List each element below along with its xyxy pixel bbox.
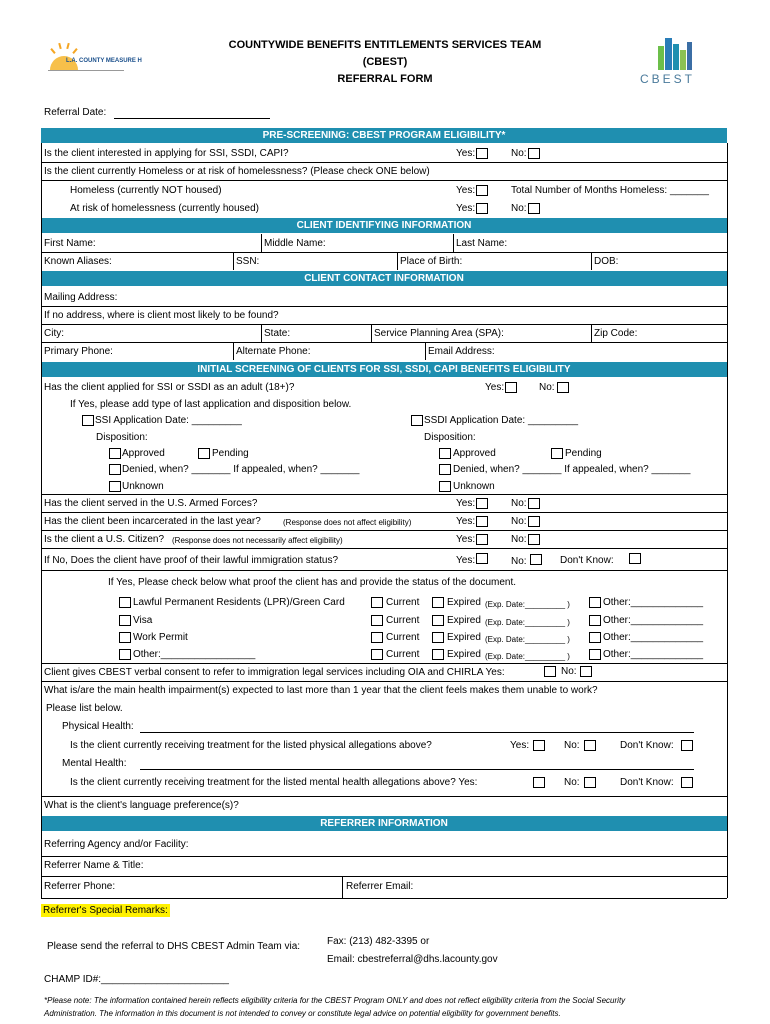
zip-code-field[interactable]: Zip Code:: [594, 328, 638, 339]
q-incarcerated-note: (Response does not affect eligibility): [283, 518, 412, 527]
visa-current-checkbox[interactable]: [371, 615, 383, 626]
ssn-field[interactable]: SSN:: [236, 256, 260, 267]
mental-dont-know-label: Don't Know:: [620, 777, 674, 788]
q-applied: Has the client applied for SSI or SSDI as an adult (18+)?: [44, 382, 295, 393]
physical-dont-know-checkbox[interactable]: [681, 740, 693, 751]
work-permit-other-checkbox[interactable]: [589, 632, 601, 643]
visa-expired-label: Expired: [447, 615, 481, 626]
pre-q-interested-yes-label: Yes:: [456, 148, 476, 159]
ssi-checkbox[interactable]: [82, 415, 94, 426]
q-proof-no-label: No:: [511, 556, 527, 567]
q-armed-yes-checkbox[interactable]: [476, 498, 488, 509]
physical-yes-checkbox[interactable]: [533, 740, 545, 751]
pre-q-interested: Is the client interested in applying for SSI, SSDI, CAPI?: [44, 148, 289, 159]
lpr-current-label: Current: [386, 597, 420, 608]
last-name-field[interactable]: Last Name:: [456, 238, 508, 249]
months-homeless-field[interactable]: Total Number of Months Homeless: _______: [511, 185, 709, 196]
ssdi-disposition-label: Disposition:: [424, 432, 476, 443]
q-applied-no-checkbox[interactable]: [557, 382, 569, 393]
at-risk-yes-checkbox[interactable]: [476, 203, 488, 214]
homeless-yes-label: Yes:: [456, 185, 476, 196]
form-title-line3: REFERRAL FORM: [337, 73, 433, 85]
q-citizen-no-checkbox[interactable]: [528, 534, 540, 545]
q-armed-no-label: No:: [511, 498, 527, 509]
ssi-unknown-label: Unknown: [122, 481, 164, 492]
first-name-field[interactable]: First Name:: [44, 238, 96, 249]
ssi-approved-label: Approved: [122, 448, 165, 459]
special-remarks-field[interactable]: Referrer's Special Remarks:: [43, 905, 168, 916]
visa-other-checkbox[interactable]: [589, 615, 601, 626]
q-citizen: Is the client a U.S. Citizen?: [44, 534, 165, 545]
referrer-email-field[interactable]: Referrer Email:: [346, 881, 414, 892]
doc-visa-label: Visa: [133, 615, 153, 626]
at-risk-label: At risk of homelessness (currently housed): [70, 203, 259, 214]
ssdi-date-field[interactable]: SSDI Application Date: _________: [424, 415, 578, 426]
other-doc-expired-label: Expired: [447, 649, 481, 660]
lpr-expired-checkbox[interactable]: [432, 597, 444, 608]
form-title-line1: COUNTYWIDE BENEFITS ENTITLEMENTS SERVICES TEAM: [228, 39, 542, 51]
q-applied-if-yes: If Yes, please add type of last application and disposition below.: [70, 399, 352, 410]
q-applied-no-label: No:: [539, 382, 555, 393]
doc-other-checkbox[interactable]: [119, 649, 131, 660]
visa-other-field[interactable]: Other:_____________: [603, 615, 704, 626]
cbest-logo: [648, 34, 708, 74]
q-proof-dont-know-checkbox[interactable]: [629, 553, 641, 564]
doc-visa-checkbox[interactable]: [119, 615, 131, 626]
dob-field[interactable]: DOB:: [594, 256, 619, 267]
doc-work-permit-label: Work Permit: [133, 632, 188, 643]
physical-health-label: Physical Health:: [62, 721, 134, 732]
q-applied-yes-checkbox[interactable]: [505, 382, 517, 393]
proof-instructions: If Yes, Please check below what proof the client has and provide the status of the document.: [108, 577, 517, 588]
ssdi-denied-checkbox[interactable]: [439, 464, 451, 475]
q-armed-no-checkbox[interactable]: [528, 498, 540, 509]
q-incarcerated-no-checkbox[interactable]: [528, 516, 540, 527]
fax-number: Fax: (213) 482-3395 or: [327, 936, 430, 947]
form-title-line2: (CBEST): [362, 56, 408, 68]
consent-no-checkbox[interactable]: [580, 666, 592, 677]
ssi-disposition-label: Disposition:: [96, 432, 148, 443]
place-of-birth-field[interactable]: Place of Birth:: [400, 256, 463, 267]
list-below-label: Please list below.: [46, 703, 123, 714]
spa-field[interactable]: Service Planning Area (SPA):: [374, 328, 504, 339]
referral-email[interactable]: Email: cbestreferral@dhs.lacounty.gov: [327, 954, 498, 965]
physical-no-checkbox[interactable]: [584, 740, 596, 751]
lpr-exp-date-field[interactable]: (Exp. Date:_________ ): [485, 600, 570, 609]
physical-health-field[interactable]: [140, 732, 694, 733]
mental-dont-know-checkbox[interactable]: [681, 777, 693, 788]
primary-phone-field[interactable]: Primary Phone:: [44, 346, 113, 357]
alternate-phone-field[interactable]: Alternate Phone:: [236, 346, 311, 357]
work-permit-current-label: Current: [386, 632, 420, 643]
state-field[interactable]: State:: [264, 328, 291, 339]
at-risk-no-checkbox[interactable]: [528, 203, 540, 214]
section-initial-screening: INITIAL SCREENING OF CLIENTS FOR SSI, SSDI, CAPI BENEFITS ELIGIBILITY: [41, 362, 727, 377]
section-pre-screening: PRE-SCREENING: CBEST PROGRAM ELIGIBILITY*: [41, 128, 727, 143]
other-doc-current-checkbox[interactable]: [371, 649, 383, 660]
q-proof-yes-checkbox[interactable]: [476, 553, 488, 564]
city-field[interactable]: City:: [44, 328, 64, 339]
doc-other-field[interactable]: Other:_________________: [133, 649, 256, 660]
q-incarcerated-yes-label: Yes:: [456, 516, 476, 527]
pre-q-interested-no-checkbox[interactable]: [528, 148, 540, 159]
language-preference-field[interactable]: What is the client's language preference(s)?: [44, 800, 239, 811]
mailing-address-field[interactable]: Mailing Address:: [44, 292, 118, 303]
mental-no-checkbox[interactable]: [584, 777, 596, 788]
q-applied-yes-label: Yes:: [485, 382, 505, 393]
q-proof: If No, Does the client have proof of their lawful immigration status?: [44, 555, 339, 566]
q-citizen-yes-label: Yes:: [456, 534, 476, 545]
ssdi-approved-checkbox[interactable]: [439, 448, 451, 459]
section-referrer: REFERRER INFORMATION: [41, 816, 727, 831]
q-armed-yes-label: Yes:: [456, 498, 476, 509]
q-incarcerated-yes-checkbox[interactable]: [476, 516, 488, 527]
middle-name-field[interactable]: Middle Name:: [264, 238, 326, 249]
physical-yes-label: Yes:: [510, 740, 530, 751]
q-incarcerated-no-label: No:: [511, 516, 527, 527]
doc-lpr-checkbox[interactable]: [119, 597, 131, 608]
q-citizen-note: (Response does not necessarily affect eligibility): [172, 536, 343, 545]
ssi-denied-label: Denied, when? _______ If appealed, when? _______: [122, 464, 360, 475]
work-permit-expired-checkbox[interactable]: [432, 632, 444, 643]
ssi-approved-checkbox[interactable]: [109, 448, 121, 459]
pre-q-interested-yes-checkbox[interactable]: [476, 148, 488, 159]
lpr-expired-label: Expired: [447, 597, 481, 608]
other-doc-exp-date-field[interactable]: (Exp. Date:_________ ): [485, 652, 570, 661]
ssdi-checkbox[interactable]: [411, 415, 423, 426]
homeless-yes-checkbox[interactable]: [476, 185, 488, 196]
other-doc-expired-checkbox[interactable]: [432, 649, 444, 660]
email-address-field[interactable]: Email Address:: [428, 346, 495, 357]
visa-current-label: Current: [386, 615, 420, 626]
lpr-other-checkbox[interactable]: [589, 597, 601, 608]
ssdi-denied-label: Denied, when? _______ If appealed, when? _______: [453, 464, 691, 475]
section-identifying: CLIENT IDENTIFYING INFORMATION: [41, 218, 727, 233]
cbest-logo-text: CBEST: [640, 72, 696, 86]
other-doc-other-field[interactable]: Other:_____________: [603, 649, 704, 660]
ssdi-approved-label: Approved: [453, 448, 496, 459]
ssi-unknown-checkbox[interactable]: [109, 481, 121, 492]
q-citizen-yes-checkbox[interactable]: [476, 534, 488, 545]
q-citizen-no-label: No:: [511, 534, 527, 545]
ssdi-pending-checkbox[interactable]: [551, 448, 563, 459]
homeless-label: Homeless (currently NOT housed): [70, 185, 222, 196]
mental-treatment-q: Is the client currently receiving treatment for the listed mental health allegations above? Yes:: [70, 777, 478, 788]
consent-no-label: No:: [561, 666, 577, 677]
referring-agency-field[interactable]: Referring Agency and/or Facility:: [44, 839, 189, 850]
lpr-current-checkbox[interactable]: [371, 597, 383, 608]
mental-no-label: No:: [564, 777, 580, 788]
at-risk-no-label: No:: [511, 203, 527, 214]
referral-date-field[interactable]: [114, 118, 270, 119]
send-referral-instructions: Please send the referral to DHS CBEST Admin Team via:: [47, 941, 301, 952]
referral-date-label: Referral Date:: [44, 107, 107, 118]
consent-question: Client gives CBEST verbal consent to refer to immigration legal services including OIA and CHIRLA Yes:: [44, 667, 505, 678]
no-address-field[interactable]: If no address, where is client most likely to be found?: [44, 310, 279, 321]
lpr-other-field[interactable]: Other:_____________: [603, 597, 704, 608]
doc-work-permit-checkbox[interactable]: [119, 632, 131, 643]
measure-h-logo-text: L.A. COUNTY MEASURE H: [66, 58, 142, 64]
ssi-date-field[interactable]: SSI Application Date: _________: [95, 415, 242, 426]
section-contact: CLIENT CONTACT INFORMATION: [41, 271, 727, 286]
mental-health-label: Mental Health:: [62, 758, 127, 769]
physical-treatment-q: Is the client currently receiving treatment for the listed physical allegations above?: [70, 740, 432, 751]
disclaimer-line1: *Please note: The information contained herein reflects eligibility criteria for the CBEST Program ONLY and does not reflect eligibility criteria from the Social Security: [44, 996, 626, 1005]
ssi-pending-label: Pending: [212, 448, 249, 459]
doc-lpr-label: Lawful Permanent Residents (LPR)/Green Card: [133, 597, 345, 608]
referrer-name-title-field[interactable]: Referrer Name & Title:: [44, 860, 144, 871]
q-health-impairments: What is/are the main health impairment(s) expected to last more than 1 year that the client feels makes them unable to work?: [44, 685, 598, 696]
visa-exp-date-field[interactable]: (Exp. Date:_________ ): [485, 618, 570, 627]
at-risk-yes-label: Yes:: [456, 203, 476, 214]
work-permit-other-field[interactable]: Other:_____________: [603, 632, 704, 643]
ssdi-unknown-checkbox[interactable]: [439, 481, 451, 492]
visa-expired-checkbox[interactable]: [432, 615, 444, 626]
mental-health-field[interactable]: [140, 769, 694, 770]
work-permit-current-checkbox[interactable]: [371, 632, 383, 643]
pre-q-homeless: Is the client currently Homeless or at risk of homelessness? (Please check ONE below): [44, 166, 430, 177]
q-proof-dont-know-label: Don't Know:: [560, 555, 614, 566]
disclaimer-line2: Administration. The information in this document is not intended to convey or constitute legal advice on potential eligibility for government benefits.: [44, 1009, 561, 1018]
other-doc-current-label: Current: [386, 649, 420, 660]
work-permit-expired-label: Expired: [447, 632, 481, 643]
q-incarcerated: Has the client been incarcerated in the last year?: [44, 516, 261, 527]
work-permit-exp-date-field[interactable]: (Exp. Date:_________ ): [485, 635, 570, 644]
consent-yes-checkbox[interactable]: [544, 666, 556, 677]
referrer-phone-field[interactable]: Referrer Phone:: [44, 881, 116, 892]
q-proof-no-checkbox[interactable]: [530, 554, 542, 565]
known-aliases-field[interactable]: Known Aliases:: [44, 256, 112, 267]
ssi-denied-checkbox[interactable]: [109, 464, 121, 475]
ssdi-pending-label: Pending: [565, 448, 602, 459]
champ-id-field[interactable]: CHAMP ID#:_______________________: [44, 974, 229, 985]
physical-no-label: No:: [564, 740, 580, 751]
mental-yes-checkbox[interactable]: [533, 777, 545, 788]
physical-dont-know-label: Don't Know:: [620, 740, 674, 751]
ssi-pending-checkbox[interactable]: [198, 448, 210, 459]
q-proof-yes-label: Yes:: [456, 555, 476, 566]
q-armed-forces: Has the client served in the U.S. Armed Forces?: [44, 498, 258, 509]
other-doc-other-checkbox[interactable]: [589, 649, 601, 660]
ssdi-unknown-label: Unknown: [453, 481, 495, 492]
pre-q-interested-no-label: No:: [511, 148, 527, 159]
